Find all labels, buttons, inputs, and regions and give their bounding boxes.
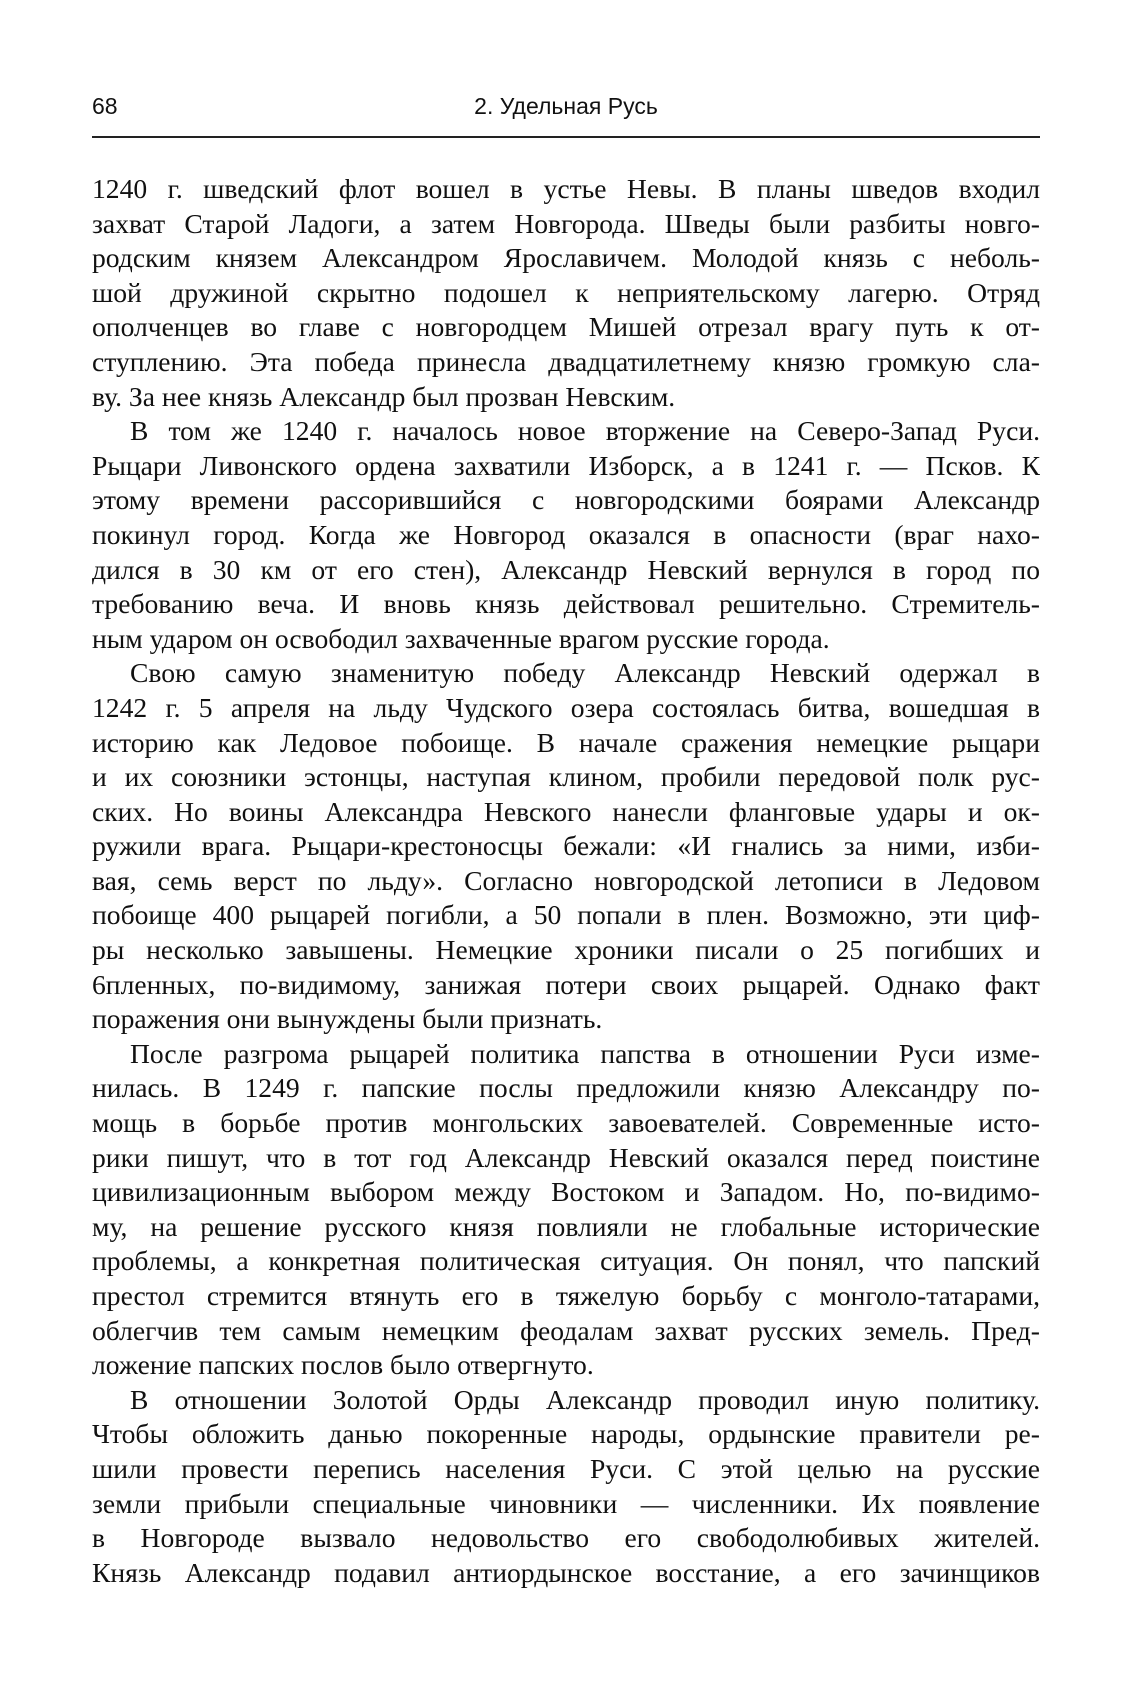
text-line: побоище 400 рыцарей погибли, а 50 попали в плен. Возможно, эти циф-	[92, 899, 1040, 931]
text-line: в Новгороде вызвало недовольство его свободолюбивых жителей.	[92, 1522, 1040, 1554]
paragraph	[92, 1383, 1040, 1591]
text-line: шой дружиной скрытно подошел к неприятельскому лагерю. Отряд	[92, 276, 1040, 308]
text-line: престол стремится втянуть его в тяжелую борьбу с монголо-татарами,	[92, 1280, 1040, 1311]
text-line: После разгрома рыцарей политика папства в отношении Руси изме-	[130, 1037, 1040, 1069]
text-line: вая, семь верст по льду». Согласно новгородской летописи в Ледовом	[92, 864, 1040, 896]
running-title: 2. Удельная Русь	[474, 93, 658, 119]
text-line: В отношении Золотой Орды Александр проводил иную политику.	[130, 1383, 1040, 1415]
text-line: этому времени рассорившийся с новгородскими боярами Александр	[92, 484, 1040, 516]
text-line: рики пишут, что в тот год Александр Невский оказался перед поистине	[92, 1141, 1040, 1173]
text-line: родским князем Александром Ярославичем. Молодой князь с неболь-	[92, 242, 1040, 274]
text-line: Свою самую знаменитую победу Александр Невский одержал в	[130, 657, 1040, 689]
paragraph	[92, 1037, 1040, 1383]
text-line: ным ударом он освободил захваченные врагом русские города.	[92, 622, 830, 654]
text-line: шили провести перепись населения Руси. С этой целью на русские	[92, 1452, 1040, 1484]
text-line: захват Старой Ладоги, а затем Новгорода. Шведы были разбиты новго-	[92, 207, 1040, 239]
text-line: мощь в борьбе против монгольских завоевателей. Современные исто-	[92, 1107, 1040, 1139]
text-line: облегчив тем самым немецким феодалам захват русских земель. Пред-	[92, 1314, 1040, 1346]
text-line: ополченцев во главе с новгородцем Мишей отрезал врагу путь к от-	[92, 311, 1040, 343]
text-line: ских. Но воины Александра Невского нанесли фланговые удары и ок-	[92, 795, 1040, 827]
text-line: цивилизационным выбором между Востоком и Западом. Но, по-видимо-	[92, 1176, 1040, 1208]
text-line: му, на решение русского князя повлияли не глобальные исторические	[92, 1210, 1040, 1242]
text-line: 1240 г. шведский флот вошел в устье Невы. В планы шведов входил	[92, 173, 1040, 204]
page-header	[92, 92, 1040, 138]
text-line: ступлению. Эта победа принесла двадцатилетнему князю громкую сла-	[92, 345, 1040, 377]
text-line: нилась. В 1249 г. папские послы предложили князю Александру по-	[92, 1072, 1040, 1104]
text-line: Рыцари Ливонского ордена захватили Изборск, а в 1241 г. — Псков. К	[92, 449, 1040, 481]
text-line: проблемы, а конкретная политическая ситуация. Он понял, что папский	[92, 1245, 1040, 1277]
paragraph	[92, 414, 1040, 656]
text-line: ложение папских послов было отвергнуто.	[92, 1349, 594, 1381]
body-text	[92, 172, 1040, 1590]
page-number: 68	[92, 93, 118, 119]
text-line: ры несколько завышены. Немецкие хроники писали о 25 погибших и	[92, 934, 1040, 966]
text-line: 1242 г. 5 апреля на льду Чудского озера состоялась битва, вошедшая в	[92, 691, 1040, 723]
text-line: поражения они вынуждены были признать.	[92, 1003, 603, 1035]
paragraph	[92, 656, 1040, 1037]
paragraph	[92, 172, 1040, 414]
text-line: историю как Ледовое побоище. В начале сражения немецкие рыцари	[92, 726, 1040, 758]
text-line: Чтобы обложить данью покоренные народы, ордынские правители ре-	[92, 1418, 1040, 1450]
text-line: ружили врага. Рыцари-крестоносцы бежали: «И гнались за ними, изби-	[92, 830, 1040, 862]
text-line: дился в 30 км от его стен), Александр Невский вернулся в город по	[92, 553, 1040, 585]
text-line: и их союзники эстонцы, наступая клином, пробили передовой полк рус-	[92, 761, 1040, 793]
text-line: покинул город. Когда же Новгород оказался в опасности (враг нахо-	[92, 518, 1040, 550]
text-line: 6пленных, по-видимому, занижая потери своих рыцарей. Однако факт	[92, 968, 1040, 1000]
text-line: земли прибыли специальные чиновники — численники. Их появление	[92, 1487, 1040, 1519]
text-line: Князь Александр подавил антиордынское восстание, а его зачинщиков	[92, 1556, 1040, 1588]
text-line: ву. За нее князь Александр был прозван Невским.	[92, 380, 676, 412]
text-line: В том же 1240 г. началось новое вторжение на Северо-Запад Руси.	[130, 415, 1040, 447]
text-line: требованию веча. И вновь князь действовал решительно. Стремитель-	[92, 588, 1040, 620]
